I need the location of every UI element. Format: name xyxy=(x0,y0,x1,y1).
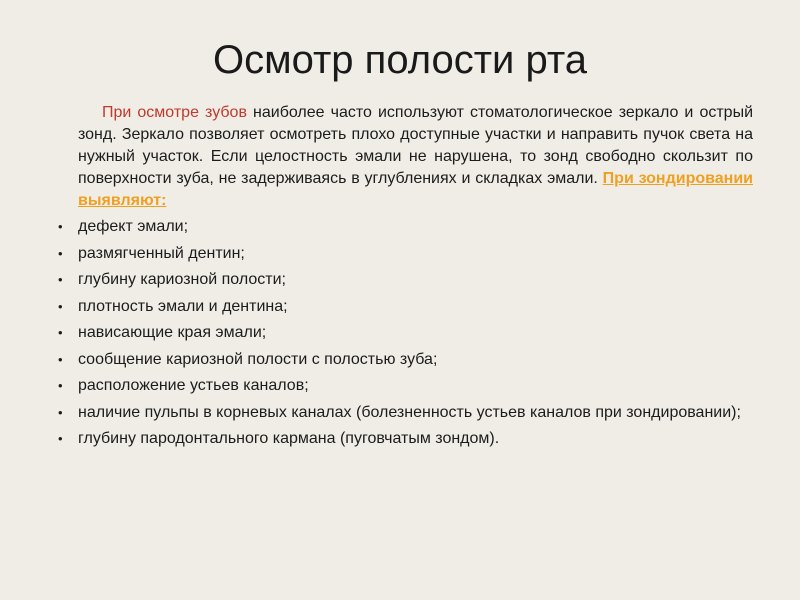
bullet-icon: • xyxy=(58,219,63,234)
list-item-text: наличие пульпы в корневых каналах (болезненность устьев каналов при зондировании); xyxy=(78,403,741,421)
intro-highlight: При зондировании выявляют: xyxy=(78,170,753,209)
list-item-text: расположение устьев каналов; xyxy=(78,377,309,394)
list-item-text: глубину пародонтального кармана (пуговчатым зондом). xyxy=(78,430,500,447)
list-item xyxy=(58,375,753,396)
list-item-text: нависающие края эмали; xyxy=(78,324,267,341)
list-item xyxy=(58,322,753,343)
list-item-text: плотность эмали и дентина; xyxy=(78,297,288,315)
list-item xyxy=(58,428,753,449)
bullet-icon: • xyxy=(58,298,63,314)
list-item xyxy=(58,243,753,264)
bullet-icon: • xyxy=(58,245,63,261)
bullet-icon: • xyxy=(58,404,63,420)
intro-text: наиболее часто используют стоматологическое зеркало и острый зонд. Зеркало позволяет осмотреть плохо доступные участки и направить пучок света на нужный участок. Если целостность эмали не нарушена, то зонд свободно скользит по поверхности зуба, не задерживаясь в углублениях и складках эмали. xyxy=(78,104,753,187)
list-item xyxy=(58,296,753,317)
intro-lead: При осмотре зубов xyxy=(102,104,247,121)
bullet-icon: • xyxy=(58,431,63,446)
list-item xyxy=(58,402,753,423)
list-item xyxy=(58,349,753,370)
findings-list xyxy=(58,216,753,449)
list-item-text: дефект эмали; xyxy=(78,218,189,235)
slide-title: Осмотр полости рта xyxy=(213,38,587,82)
list-item-text: сообщение кариозной полости с полостью зуба; xyxy=(78,350,438,368)
list-item-text: размягченный дентин; xyxy=(78,244,245,262)
list-item xyxy=(58,269,753,290)
bullet-icon: • xyxy=(58,351,63,367)
bullet-icon: • xyxy=(58,272,63,287)
list-item-text: глубину кариозной полости; xyxy=(78,271,286,288)
bullet-icon: • xyxy=(58,378,63,393)
bullet-icon: • xyxy=(58,325,63,340)
intro-paragraph xyxy=(78,102,753,212)
list-item xyxy=(58,216,753,237)
slide-content xyxy=(58,102,753,455)
